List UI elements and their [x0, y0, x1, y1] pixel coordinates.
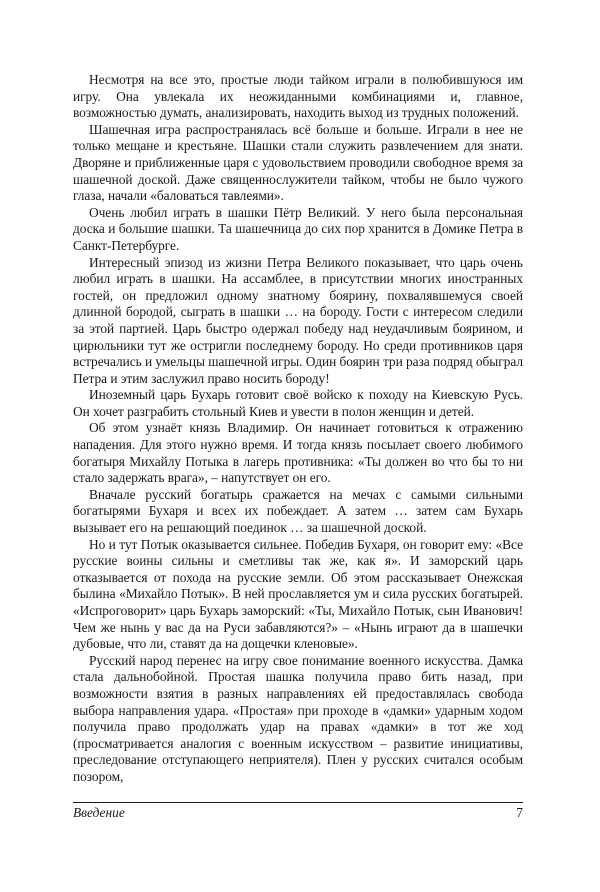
page-number: 7 — [516, 805, 523, 820]
paragraph: Об этом узнаёт князь Владимир. Он начинает готовиться к отражению нападения. Для этого нужно время. И тогда князь посылает своего любимого богатыря Михайлу Потыка в лагерь противника: «Ты должен во что бы то ни стало задержать врага», – напутствует он его. — [73, 420, 523, 486]
paragraph: Но и тут Потык оказывается сильнее. Победив Бухаря, он говорит ему: «Все русские воины сильны и сметливы так же, как я». И заморский царь отказывается от похода на русские земли. Об этом рассказывает Онежская былина «Михайло Потык». В ней прославляется ум и сила русских богатырей. «Испроговорит» царь Бухарь заморский: «Ты, Михайло Потык, сын Иванович! Чем же нынь у вас да на Руси забавляются?» – «Нынь играют да в шашечки дубовые, что ли, ставят да на дощечки кленовые». — [73, 536, 523, 652]
paragraph: Интересный эпизод из жизни Петра Великого показывает, что царь очень любил играть в шашки. На ассамблее, в присутствии многих иностранных гостей, он предложил одному знатному боярину, похвалявшемуся своей длинной бородой, сыграть в шашки … на бороду. Гости с интересом следили за этой партией. Царь быстро одержал победу над неудачливым боярином, и цирюльники тут же остригли последнему бороду. Но среди противников царя встречались и умельцы шашечной игры. Один боярин три раза подряд обыграл Петра и этим заслужил право носить бороду! — [73, 254, 523, 386]
paragraph: Русский народ перенес на игру свое понимание военного искусства. Дамка стала дальнобойной. Простая шашка получила право бить назад, при возможности взятия в разных направлениях ей предоставлялась свобода выбора направления удара. «Простая» при проходе в «дамки» ударным ходом получила право продолжать удар на правах «дамки» в тот же ход (просматривается аналогия с военным искусством – развитие инициативы, преследование отступающего неприятеля). Плен у русских считался особым позором, — [73, 652, 523, 784]
paragraph: Несмотря на все это, простые люди тайком играли в полюбившуюся им игру. Она увлекала их неожиданными комбинациями и, главное, возможностью думать, анализировать, находить выход из трудных положений. — [73, 72, 523, 121]
footer-divider — [73, 802, 523, 803]
paragraph: Шашечная игра распространялась всё больше и больше. Играли в нее не только мещане и крестьяне. Шашки стали служить развлечением для знати. Дворяне и приближенные царя с удовольствием проводили свободное время за шашечной доской. Даже священнослужители тайком, чтобы не было чужого глаза, начали «баловаться тавлеями». — [73, 121, 523, 204]
paragraph: Очень любил играть в шашки Пётр Великий. У него была персональная доска и большие шашки. Та шашечница до сих пор хранится в Домике Петра в Санкт-Петербурге. — [73, 204, 523, 253]
page-body — [73, 72, 523, 786]
running-title: Введение — [73, 805, 125, 820]
paragraph: Вначале русский богатырь сражается на мечах с самыми сильными богатырями Бухаря и всех их побеждает. А затем … затем сам Бухарь вызывает его на решающий поединок … за шашечной доской. — [73, 486, 523, 536]
page-footer — [73, 805, 523, 821]
paragraph: Иноземный царь Бухарь готовит своё войско к походу на Киевскую Русь. Он хочет разграбить стольный Киев и увести в полон женщин и детей. — [73, 387, 523, 419]
